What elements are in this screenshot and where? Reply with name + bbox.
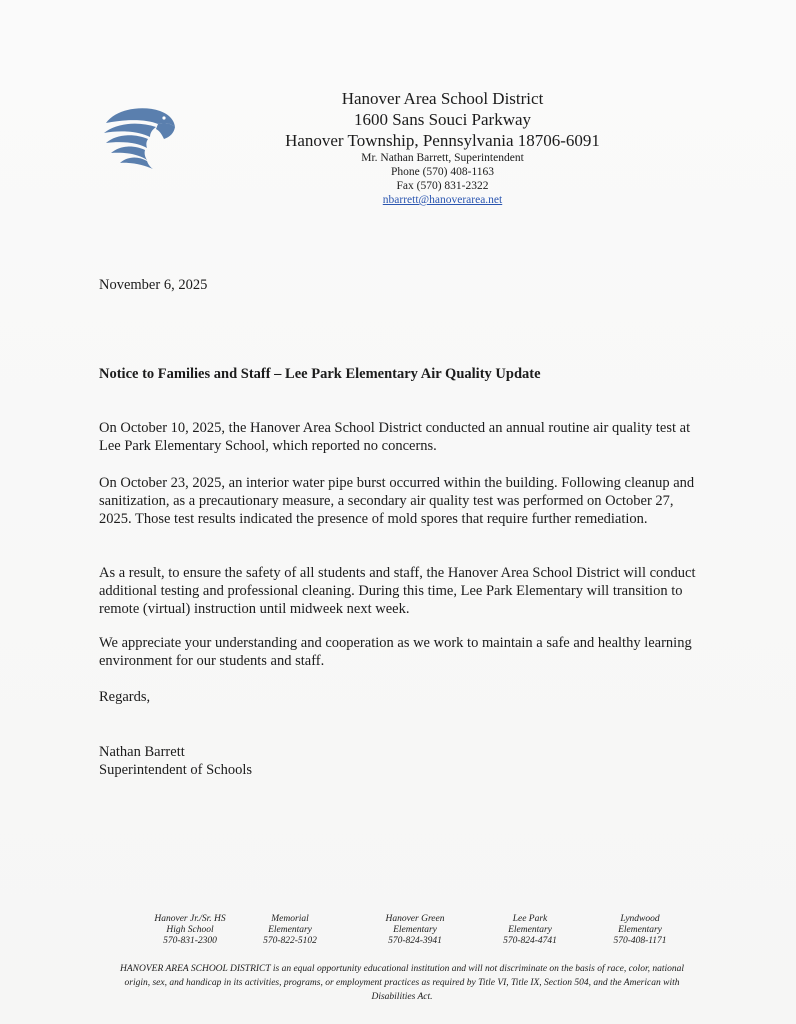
paragraph-3: As a result, to ensure the safety of all students and staff, the Hanover Area School District will conduct additional testing and professional cleaning. During this time, Lee Park Elementary will transition to remote (virtual) instruction until midweek next week.: [99, 565, 696, 617]
school-type: Elementary: [508, 925, 552, 935]
paragraph-4: We appreciate your understanding and cooperation as we work to maintain a safe and healthy learning environment for our students and staff.: [99, 635, 692, 669]
footer-school: [590, 914, 690, 947]
footer-school: [240, 914, 340, 947]
email-link[interactable]: nbarrett@hanoverarea.net: [382, 194, 503, 206]
footer-school: [480, 914, 580, 947]
closing: Regards,: [99, 689, 151, 705]
eagle-head-logo-icon: [98, 103, 176, 171]
school-phone: 570-408-1171: [613, 936, 667, 946]
footer-school: [140, 914, 240, 947]
school-name: Lyndwood: [620, 914, 660, 924]
paragraph-1: On October 10, 2025, the Hanover Area School District conducted an annual routine air quality test at Lee Park Elementary School, which reported no concerns.: [99, 420, 691, 454]
school-name: Hanover Jr./Sr. HS: [154, 914, 226, 924]
signer-name: Nathan Barrett: [99, 744, 185, 760]
school-name: Memorial: [271, 914, 309, 924]
school-name: Lee Park: [512, 914, 548, 924]
footer-schools: [140, 914, 680, 954]
school-type: Elementary: [393, 925, 437, 935]
district-city: Hanover Township, Pennsylvania 18706-6091: [285, 131, 600, 150]
school-type: High School: [166, 925, 214, 935]
letter-subject: Notice to Families and Staff – Lee Park Elementary Air Quality Update: [99, 366, 541, 382]
district-street: 1600 Sans Souci Parkway: [353, 110, 532, 129]
letterhead: [270, 88, 615, 207]
paragraph-2: On October 23, 2025, an interior water pipe burst occurred within the building. Following cleanup and sanitization, as a precautionary measure, a secondary air quality test was performed on October 27, 2025. Those test results indicated the presence of mold spores that require further remediation.: [99, 475, 695, 527]
school-type: Elementary: [268, 925, 312, 935]
school-phone: 570-824-3941: [388, 936, 442, 946]
fax-line: Fax (570) 831-2322: [396, 180, 489, 192]
signature-block: [99, 743, 252, 779]
district-name: Hanover Area School District: [341, 89, 544, 108]
school-name: Hanover Green: [385, 914, 445, 924]
footer-school: [365, 914, 465, 947]
school-phone: 570-822-5102: [263, 936, 317, 946]
school-type: Elementary: [618, 925, 662, 935]
phone-line: Phone (570) 408-1163: [390, 166, 495, 178]
school-phone: 570-831-2300: [163, 936, 217, 946]
signer-title: Superintendent of Schools: [99, 762, 253, 778]
superintendent-line: Mr. Nathan Barrett, Superintendent: [361, 152, 524, 164]
school-phone: 570-824-4741: [503, 936, 557, 946]
letter-date: November 6, 2025: [99, 277, 208, 293]
eeo-statement: HANOVER AREA SCHOOL DISTRICT is an equal opportunity educational institution and will not discriminate on the basis of race, color, national origin, sex, and handicap in its activities, programs, or employment practices as required by Title VI, Title IX, Section 504, and the American with Disabilities Act.: [119, 964, 685, 1002]
